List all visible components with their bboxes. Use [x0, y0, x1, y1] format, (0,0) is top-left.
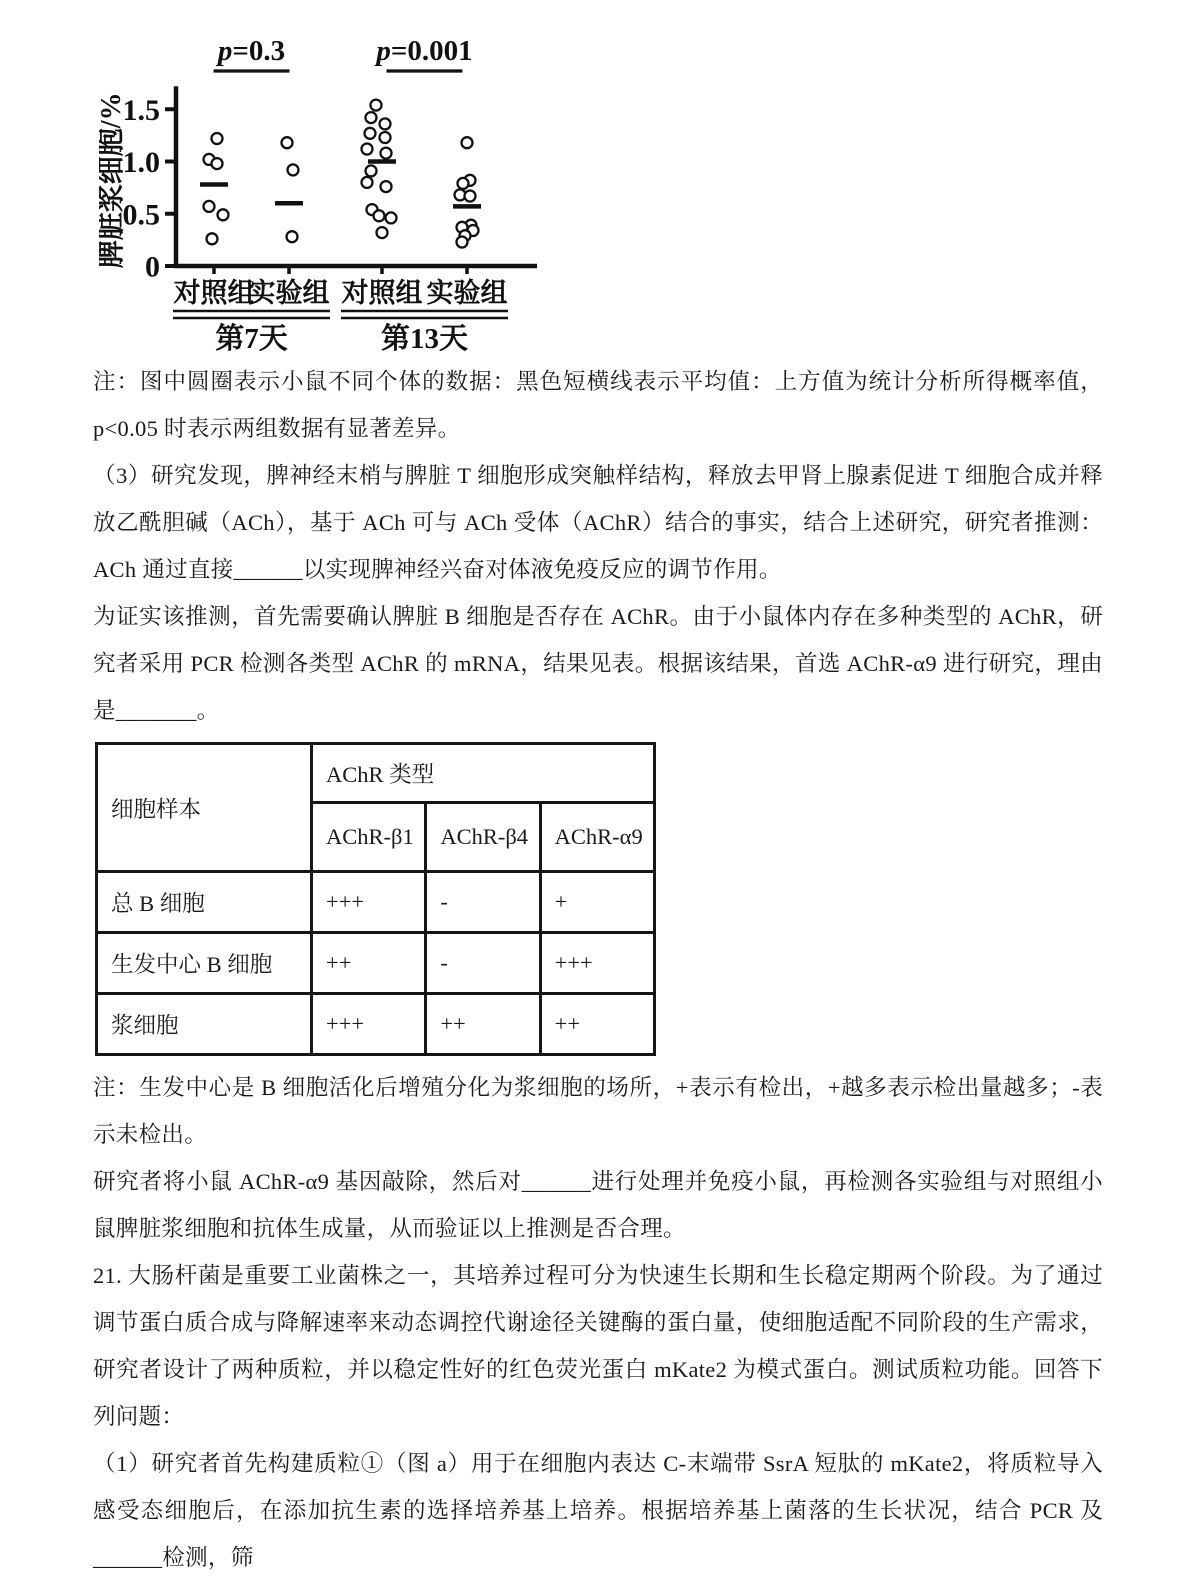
document-page — [0, 26, 1189, 1570]
scatter-group-0 — [200, 133, 229, 244]
figure-note: 注：图中圆圈表示小鼠不同个体的数据：黑色短横线表示平均值：上方值为统计分析所得概率值，p<0.05 时表示两组数据有显著差异。 — [93, 369, 1103, 441]
table-corner-cell: 细胞样本 — [97, 744, 312, 872]
cell-value: - — [426, 872, 540, 933]
scatter-chart — [99, 26, 569, 352]
data-point — [377, 227, 388, 238]
table-group-header: AChR 类型 — [312, 744, 655, 803]
group-label: 实验组 — [426, 278, 508, 308]
data-point — [380, 132, 391, 143]
achr-table — [95, 742, 656, 1056]
data-point — [212, 158, 223, 169]
data-point — [365, 128, 376, 139]
paragraph-q21: 21. 大肠杆菌是重要工业菌株之一，其培养过程可分为快速生长期和生长稳定期两个阶段。为了通过调节蛋白质合成与降解速率来动态调控代谢途径关键酶的蛋白量，使细胞适配不同阶段的生产需求，研究者设计了两种质粒，并以稳定性好的红色荧光蛋白 mKate2 为模式蛋白。测试质粒功能。回答下列问题： — [93, 1263, 1103, 1429]
data-point — [207, 233, 218, 244]
data-point — [381, 148, 392, 159]
group-label: 实验组 — [248, 278, 330, 308]
y-tick-label: 0.5 — [122, 198, 160, 232]
data-point — [288, 164, 299, 175]
row-label: 生发中心 B 细胞 — [97, 933, 312, 994]
data-point — [462, 137, 473, 148]
table-row-total-b — [97, 872, 655, 933]
group-label: 对照组 — [341, 278, 423, 308]
data-point — [465, 191, 476, 202]
data-point — [366, 165, 377, 176]
paragraph-q21-1: （1）研究者首先构建质粒①（图 a）用于在细胞内表达 C-末端带 SsrA 短肽的 mKate2，将质粒导入感受态细胞后，在添加抗生素的选择培养基上培养。根据培养基上菌落的生长状况，结合 PCR 及______检测，筛 — [93, 1451, 1103, 1570]
y-tick-label: 0 — [145, 250, 160, 284]
table-col-header-achr-a9: AChR-α9 — [540, 803, 654, 872]
y-tick-label: 1.5 — [122, 93, 160, 127]
scatter-group-3 — [453, 137, 481, 247]
spleen-plasma-cell-chart — [99, 26, 569, 352]
data-point — [374, 210, 385, 221]
table-col-header-achr-b4: AChR-β4 — [426, 803, 540, 872]
data-point — [457, 237, 468, 248]
data-point — [366, 112, 377, 123]
cell-value: - — [426, 933, 540, 994]
cell-value: + — [540, 872, 654, 933]
data-point — [204, 201, 215, 212]
data-point — [386, 212, 397, 223]
data-point — [458, 178, 469, 189]
day-label: 第7天 — [215, 323, 288, 352]
p-value-label: p=0.3 — [217, 35, 286, 67]
data-point — [362, 177, 373, 188]
cell-value: ++ — [426, 994, 540, 1055]
table-row-plasma-cell — [97, 994, 655, 1055]
paragraph-knockout: 研究者将小鼠 AChR-α9 基因敲除，然后对______进行处理并免疫小鼠，再检测各实验组与对照组小鼠脾脏浆细胞和抗体生成量，从而验证以上推测是否合理。 — [93, 1169, 1103, 1241]
scatter-group-2 — [362, 100, 397, 239]
p-value-label: p=0.001 — [376, 35, 473, 67]
cell-value: ++ — [312, 933, 426, 994]
group-label: 对照组 — [173, 278, 255, 308]
day-label: 第13天 — [380, 323, 469, 352]
scatter-group-1 — [275, 137, 303, 242]
table-row-germinal-center-b — [97, 933, 655, 994]
table-note: 注：生发中心是 B 细胞活化后增殖分化为浆细胞的场所，+表示有检出，+越多表示检出量越多；-表示未检出。 — [93, 1075, 1103, 1147]
data-point — [380, 118, 391, 129]
paragraph-confirm: 为证实该推测，首先需要确认脾脏 B 细胞是否存在 AChR。由于小鼠体内存在多种类型的 AChR，研究者采用 PCR 检测各类型 AChR 的 mRNA，结果见表。根据该结果，首选 AChR-α9 进行研究，理由是_______。 — [93, 604, 1103, 723]
data-point — [282, 137, 293, 148]
data-point — [212, 133, 223, 144]
data-point — [218, 209, 229, 220]
row-label: 总 B 细胞 — [97, 872, 312, 933]
y-tick-label: 1.0 — [122, 146, 160, 179]
cell-value: ++ — [540, 994, 654, 1055]
cell-value: +++ — [312, 994, 426, 1055]
paragraph-q3: （3）研究发现，脾神经末梢与脾脏 T 细胞形成突触样结构，释放去甲肾上腺素促进 T 细胞合成并释放乙酰胆碱（ACh），基于 ACh 可与 ACh 受体（AChR）结合的事实，结合上述研究，研究者推测：ACh 通过直接______以实现脾神经兴奋对体液免疫反应的调节作用。 — [93, 463, 1103, 582]
row-label: 浆细胞 — [97, 994, 312, 1055]
table-col-header-achr-b1: AChR-β1 — [312, 803, 426, 872]
data-point — [287, 231, 298, 242]
cell-value: +++ — [540, 933, 654, 994]
y-axis-label: 脾脏浆细胞/% — [99, 92, 127, 269]
data-point — [381, 181, 392, 192]
table-header-row-1 — [97, 744, 655, 803]
data-point — [362, 144, 373, 155]
data-point — [371, 100, 382, 111]
cell-value: +++ — [312, 872, 426, 933]
